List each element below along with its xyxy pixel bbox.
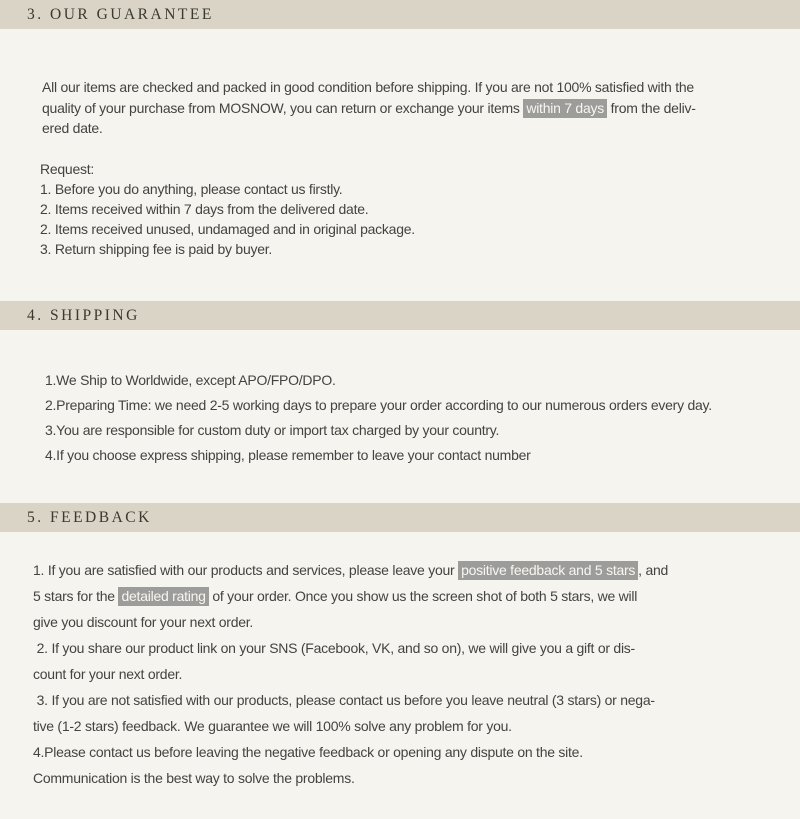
section-header-feedback (0, 503, 800, 532)
text-segment: 3. Return shipping fee is paid by buyer. (40, 240, 273, 257)
text-segment: ered date. (42, 120, 103, 136)
section-guarantee (0, 0, 800, 259)
text-segment: 2.Preparing Time: we need 2-5 working days to prepare your order according to our numerous orders every day. (45, 396, 712, 413)
text-line (42, 77, 800, 98)
text-segment: 4.Please contact us before leaving the negative feedback or opening any dispute on the site. (33, 743, 583, 760)
text-line (33, 609, 800, 635)
text-segment: 4.If you choose express shipping, please remember to leave your contact number (45, 447, 531, 464)
text-line (33, 739, 800, 765)
highlighted-text: positive feedback and 5 stars (458, 561, 638, 580)
text-line (40, 159, 800, 179)
section-title-guarantee: 3. OUR GUARANTEE (27, 6, 214, 23)
text-segment: from the deliv- (607, 99, 696, 116)
section-title-feedback: 5. FEEDBACK (27, 508, 152, 526)
text-segment: 1. If you are satisfied with our products and services, please leave your (33, 561, 459, 578)
text-segment: give you discount for your next order. (33, 613, 254, 630)
section-header-guarantee (0, 0, 800, 29)
text-segment: 2. Items received within 7 days from the delivered date. (40, 200, 369, 217)
text-segment: 1.We Ship to Worldwide, except APO/FPO/DPO. (45, 371, 336, 388)
text-line (40, 219, 800, 239)
text-segment: 5 stars for the (33, 587, 119, 604)
text-segment: tive (1-2 stars) feedback. We guarantee we will 100% solve any problem for you. (33, 717, 512, 734)
section-header-shipping (0, 301, 800, 330)
text-line (40, 199, 800, 219)
text-line (33, 661, 800, 687)
highlighted-text: detailed rating (118, 587, 208, 606)
text-line (33, 687, 800, 713)
text-segment: quality of your purchase from MOSNOW, you can return or exchange your items (42, 99, 524, 116)
text-line (33, 765, 800, 791)
text-segment: 2. Items received unused, undamaged and in original package. (40, 220, 415, 237)
feedback-list (0, 532, 800, 791)
shipping-list (0, 330, 800, 469)
text-segment: 1. Before you do anything, please contact us firstly. (40, 180, 343, 197)
text-line (33, 713, 800, 739)
text-segment: count for your next order. (33, 665, 183, 682)
text-segment: Communication is the best way to solve the problems. (33, 769, 355, 786)
text-line (40, 239, 800, 259)
text-line (33, 635, 800, 661)
text-line (42, 98, 800, 119)
text-segment: of your order. Once you show us the screen shot of both 5 stars, we will (208, 587, 638, 604)
text-line (40, 179, 800, 199)
guarantee-request-list (0, 139, 800, 259)
text-line (42, 118, 800, 139)
text-line (45, 393, 800, 418)
text-line (45, 443, 800, 468)
text-segment: 3. If you are not satisfied with our products, please contact us before you leave neutral (3 stars) or nega- (33, 691, 655, 708)
section-shipping (0, 301, 800, 469)
text-segment: 2. If you share our product link on your SNS (Facebook, VK, and so on), we will give you a gift or dis- (33, 639, 635, 656)
text-line (33, 583, 800, 609)
section-title-shipping: 4. SHIPPING (27, 306, 140, 324)
guarantee-paragraph (0, 29, 800, 139)
text-line (45, 418, 800, 443)
text-segment: 3.You are responsible for custom duty or import tax charged by your country. (45, 422, 500, 439)
text-segment: , and (638, 561, 669, 578)
text-line (45, 368, 800, 393)
highlighted-text: within 7 days (523, 99, 607, 118)
text-segment: Request: (40, 160, 95, 177)
text-line (33, 557, 800, 583)
section-feedback (0, 503, 800, 791)
text-segment: All our items are checked and packed in good condition before shipping. If you are not 100% satisfied with the (42, 79, 694, 95)
